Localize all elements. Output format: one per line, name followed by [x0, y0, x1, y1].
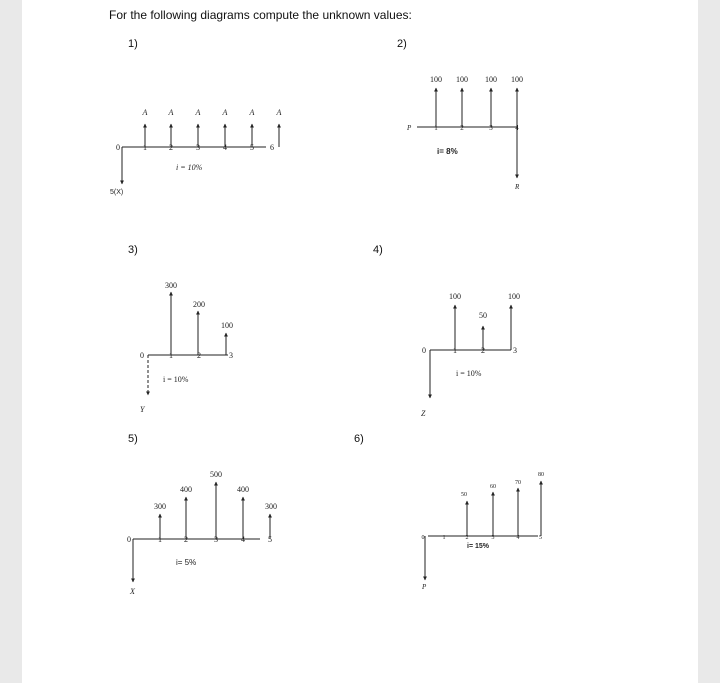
unknown-label: Y: [140, 405, 145, 414]
problem-4-label: 4): [373, 244, 383, 256]
cashflow-label: 100: [508, 292, 520, 301]
period-label: 1: [143, 143, 147, 152]
cashflow-label: 100: [485, 75, 497, 84]
period-label: 5: [250, 143, 254, 152]
period-label: 4: [223, 143, 227, 152]
period-label: 6: [270, 143, 274, 152]
period-label: 3: [491, 535, 495, 541]
cashflow-label: A: [195, 108, 201, 117]
period-label: 0: [421, 535, 425, 541]
period-label: 1: [158, 535, 162, 544]
period-label: 4: [241, 535, 245, 544]
cashflow-label: 100: [449, 292, 461, 301]
cashflow-label: 80: [538, 472, 544, 478]
problem-2-label: 2): [397, 38, 407, 50]
problem-1-label: 1): [128, 38, 138, 50]
period-label: 2: [481, 346, 485, 355]
diagram-2: [406, 75, 523, 191]
diagram-1: [110, 108, 282, 196]
cashflow-label: 300: [154, 502, 166, 511]
start-label: P: [407, 124, 412, 132]
unknown-label: X: [130, 587, 135, 596]
period-label: 1: [169, 351, 173, 360]
period-label: 4: [516, 535, 520, 541]
problem-3-label: 3): [128, 244, 138, 256]
cashflow-label: 400: [237, 485, 249, 494]
period-label: 0: [127, 535, 131, 544]
unknown-label: P: [422, 583, 427, 591]
period-label: 3: [513, 346, 517, 355]
cashflow-label: 200: [193, 300, 205, 309]
cashflow-label: A: [142, 108, 148, 117]
diagram-6: [421, 472, 544, 591]
problem-5-label: 5): [128, 433, 138, 445]
cashflow-label: 60: [490, 484, 496, 490]
period-label: 0: [140, 351, 144, 360]
period-label: 2: [197, 351, 201, 360]
unknown-label: Z: [421, 409, 426, 418]
cashflow-label: A: [222, 108, 228, 117]
diagram-5: [127, 470, 277, 596]
cashflow-label: 500: [210, 470, 222, 479]
period-label: 5: [268, 535, 272, 544]
cashflow-label: 70: [515, 480, 521, 486]
interest-rate-label: i= 8%: [437, 147, 458, 156]
interest-rate-label: i = 10%: [456, 369, 482, 378]
cashflow-label: 100: [221, 321, 233, 330]
period-label: 1: [442, 535, 446, 541]
period-label: 5: [539, 535, 542, 541]
period-label: 0: [422, 346, 426, 355]
interest-rate-label: i = 10%: [163, 375, 189, 384]
period-label: 2: [184, 535, 188, 544]
cashflow-label: 50: [479, 311, 487, 320]
cashflow-label: A: [168, 108, 174, 117]
diagram-3: [140, 281, 233, 414]
cashflow-label: 100: [430, 75, 442, 84]
cashflow-label: A: [249, 108, 255, 117]
interest-rate-label: i= 15%: [467, 543, 489, 550]
cashflow-label: 100: [456, 75, 468, 84]
period-label: 3: [489, 124, 493, 132]
problem-6-label: 6): [354, 433, 364, 445]
period-label: 1: [434, 124, 438, 132]
unknown-label: R: [515, 183, 520, 191]
diagram-4: [421, 292, 520, 418]
period-label: 1: [453, 346, 457, 355]
period-label: 3: [214, 535, 218, 544]
cashflow-label: 300: [165, 281, 177, 290]
cashflow-label: 300: [265, 502, 277, 511]
cashflow-label: 50: [461, 492, 467, 498]
period-label: 2: [460, 124, 464, 132]
period-label: 0: [116, 143, 120, 152]
cashflow-label: 400: [180, 485, 192, 494]
instruction-text: For the following diagrams compute the unknown values:: [109, 8, 412, 22]
present-value-label: 5(X): [110, 189, 124, 196]
interest-rate-label: i= 5%: [176, 558, 197, 567]
period-label: 2: [465, 535, 469, 541]
period-label: 3: [196, 143, 200, 152]
cashflow-label: 100: [511, 75, 523, 84]
period-label: 4: [515, 124, 519, 132]
cashflow-label: A: [276, 108, 282, 117]
period-label: 2: [169, 143, 173, 152]
interest-rate-label: i = 10%: [176, 163, 203, 172]
period-label: 3: [229, 351, 233, 360]
